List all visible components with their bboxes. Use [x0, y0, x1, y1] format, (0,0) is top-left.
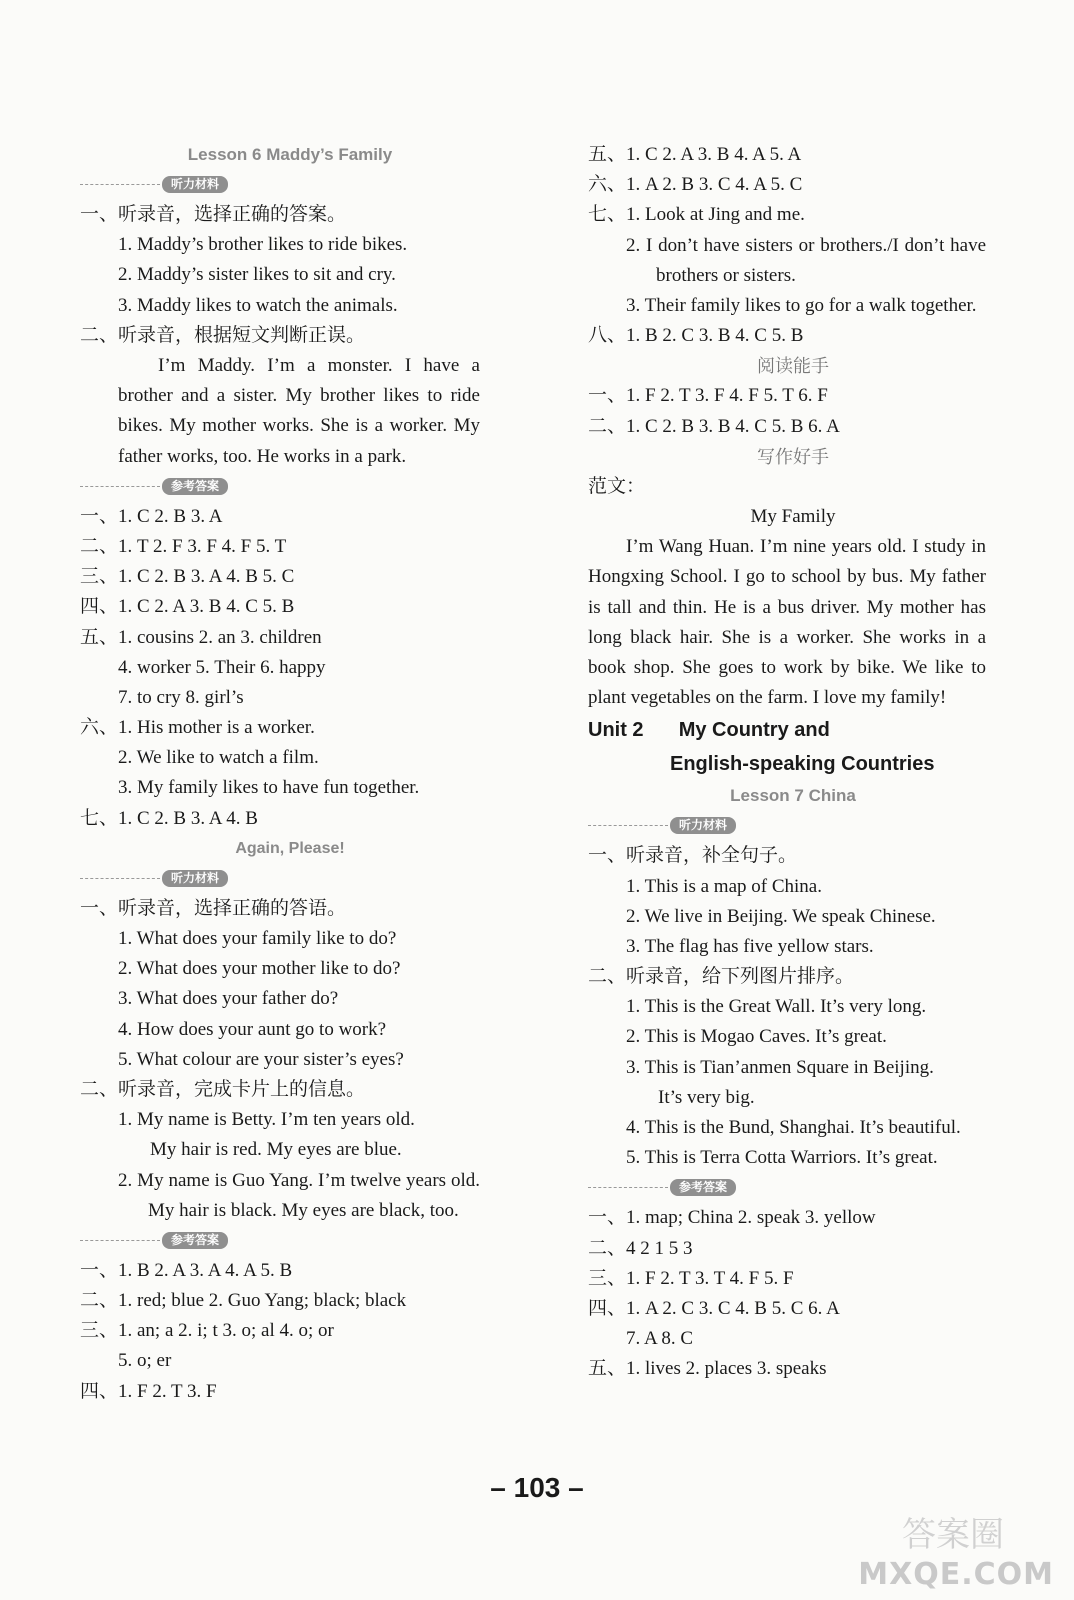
watermark-text: MXQE.COM — [858, 1557, 1054, 1592]
right-column — [588, 140, 998, 1385]
answers-badge: 参考答案 — [162, 478, 228, 495]
answer-line: 3. Their family likes to go for a walk together. — [626, 294, 977, 316]
answer-line: 一、1. B 2. A 3. A 4. A 5. B — [80, 1259, 293, 1281]
answer-line: 四、1. F 2. T 3. F — [80, 1380, 217, 1402]
listening-material-divider — [588, 811, 998, 841]
page-number: – 103 – — [490, 1472, 584, 1503]
answer-line: 六、1. His mother is a worker. — [80, 717, 315, 739]
answers-divider — [80, 1226, 500, 1256]
list-item: 1. This is a map of China. — [626, 875, 822, 897]
list-item: 2. We live in Beijing. We speak Chinese. — [626, 905, 936, 927]
list-item: 3. Maddy likes to watch the animals. — [118, 294, 398, 316]
writing-section-label: 写作好手 — [757, 446, 829, 467]
list-item: 3. This is Tian’anmen Square in Beijing. — [626, 1056, 934, 1078]
list-item: 4. How does your aunt go to work? — [118, 1018, 387, 1040]
left-column — [80, 140, 500, 1407]
question-heading: 二、听录音，根据短文判断正误。 — [80, 324, 366, 346]
list-item: 5. What colour are your sister’s eyes? — [118, 1048, 404, 1070]
list-item: 3. What does your father do? — [118, 988, 339, 1010]
watermark-logo: 答案圈 — [902, 1515, 1004, 1555]
unit-title-line-1: My Country and — [678, 719, 830, 742]
answer-line: 4. worker 5. Their 6. happy — [118, 656, 326, 678]
list-item: 2. This is Mogao Caves. It’s great. — [626, 1026, 887, 1048]
list-item: 5. This is Terra Cotta Warriors. It’s great. — [626, 1147, 938, 1169]
answer-line: 五、1. cousins 2. an 3. children — [80, 626, 322, 648]
lesson-6-title: Lesson 6 Maddy’s Family — [187, 145, 393, 164]
question-heading: 一、听录音，选择正确的答案。 — [80, 204, 347, 225]
answer-line: 五、1. lives 2. places 3. speaks — [588, 1358, 827, 1380]
answer-line: 一、1. map; China 2. speak 3. yellow — [588, 1207, 876, 1229]
answer-line: 四、1. C 2. A 3. B 4. C 5. B — [80, 596, 295, 618]
essay-body: I’m Wang Huan. I’m nine years old. I study in Hongxing School. I go to school by bus. My father is tall and thin. He is a bus driver. My mother has long black hair. She is a worker. She works in a book shop. She goes to work by bike. We like to plant vegetables on the farm. I love my family! — [588, 536, 986, 709]
answer-line: 一、1. C 2. B 3. A — [80, 505, 223, 527]
answer-line: 7. A 8. C — [626, 1328, 694, 1350]
answers-badge: 参考答案 — [670, 1179, 736, 1196]
list-item: 1. This is the Great Wall. It’s very long. — [626, 996, 927, 1018]
list-item: 1. What does your family like to do? — [118, 928, 397, 949]
answer-line: 一、1. F 2. T 3. F 4. F 5. T 6. F — [588, 385, 828, 407]
sample-essay-label: 范文： — [588, 475, 646, 497]
answer-line: 3. My family likes to have fun together. — [118, 777, 420, 799]
answer-line: 二、4 2 1 5 3 — [588, 1237, 693, 1259]
answer-line: 四、1. A 2. C 3. C 4. B 5. C 6. A — [588, 1297, 840, 1319]
answer-line: 二、1. red; blue 2. Guo Yang; black; black — [80, 1290, 407, 1312]
list-item: 1. My name is Betty. I’m ten years old. — [118, 1109, 415, 1131]
answer-line: 八、1. B 2. C 3. B 4. C 5. B — [588, 325, 804, 347]
question-heading: 二、听录音，给下列图片排序。 — [588, 966, 855, 988]
answer-line: 三、1. F 2. T 3. T 4. F 5. F — [588, 1267, 794, 1289]
list-item: 2. My name is Guo Yang. I’m twelve years old. My hair is black. My eyes are black, too. — [118, 1169, 480, 1221]
listening-material-divider — [80, 864, 500, 894]
listening-material-badge: 听力材料 — [162, 870, 228, 887]
answer-line: 五、1. C 2. A 3. B 4. A 5. A — [588, 144, 802, 165]
answer-line: 2. I don’t have sisters or brothers./I don’t have brothers or sisters. — [626, 234, 986, 286]
unit-heading — [588, 713, 998, 747]
answer-line: 5. o; er — [118, 1350, 172, 1372]
answer-line: 七、1. C 2. B 3. A 4. B — [80, 807, 258, 829]
answer-line: 7. to cry 8. girl’s — [118, 686, 244, 708]
unit-label: Unit 2 — [588, 719, 644, 742]
answers-divider — [588, 1173, 998, 1203]
listening-material-badge: 听力材料 — [162, 176, 228, 193]
list-item: My hair is red. My eyes are blue. — [150, 1139, 402, 1161]
listening-passage: I’m Maddy. I’m a monster. I have a brother and a sister. My brother likes to ride bikes. My mother works. She is a worker. My father works, too. He works in a park. — [118, 354, 480, 467]
answer-line: 二、1. T 2. F 3. F 4. F 5. T — [80, 535, 287, 557]
again-please-title: Again, Please! — [235, 839, 345, 857]
answers-badge: 参考答案 — [162, 1232, 228, 1249]
list-item: 1. Maddy’s brother likes to ride bikes. — [118, 234, 408, 256]
list-item: 3. The flag has five yellow stars. — [626, 935, 874, 957]
answer-line: 七、1. Look at Jing and me. — [588, 204, 805, 226]
listening-material-divider — [80, 170, 500, 200]
listening-material-badge: 听力材料 — [670, 817, 736, 834]
answer-line: 三、1. an; a 2. i; t 3. o; al 4. o; or — [80, 1320, 334, 1342]
answer-line: 六、1. A 2. B 3. C 4. A 5. C — [588, 174, 803, 196]
answer-line: 2. We like to watch a film. — [118, 747, 319, 769]
answers-divider — [80, 472, 500, 502]
question-heading: 一、听录音，补全句子。 — [588, 845, 798, 867]
list-item: 4. This is the Bund, Shanghai. It’s beautiful. — [626, 1117, 961, 1139]
unit-title-line-2: English-speaking Countries — [670, 753, 935, 776]
question-heading: 二、听录音，完成卡片上的信息。 — [80, 1078, 366, 1100]
list-item: 2. Maddy’s sister likes to sit and cry. — [118, 264, 396, 286]
answer-line: 二、1. C 2. B 3. B 4. C 5. B 6. A — [588, 415, 840, 437]
lesson-7-title: Lesson 7 China — [730, 786, 856, 806]
reading-section-label: 阅读能手 — [757, 356, 829, 377]
answer-line: 三、1. C 2. B 3. A 4. B 5. C — [80, 566, 295, 588]
list-item: It’s very big. — [658, 1086, 755, 1108]
question-heading: 一、听录音，选择正确的答语。 — [80, 897, 347, 919]
list-item: 2. What does your mother like to do? — [118, 958, 401, 980]
essay-title: My Family — [750, 505, 836, 527]
